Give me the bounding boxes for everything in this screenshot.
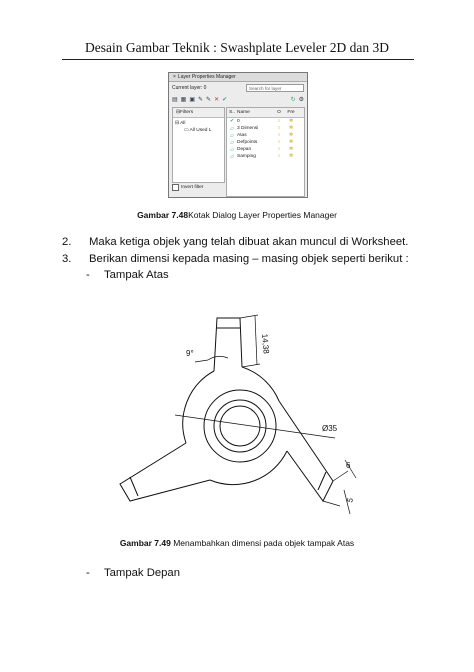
depth-dim-label: 5: [345, 496, 356, 504]
invert-filter-option[interactable]: Invert filter: [172, 184, 203, 191]
layer-row[interactable]: ▱ Atas ♀ ✲: [227, 132, 304, 139]
current-layer-label: Current layer: 0: [172, 85, 207, 91]
arm-top: [214, 318, 242, 371]
bulb-icon: ♀: [277, 154, 281, 159]
new-vp-layer-icon[interactable]: ✎: [206, 97, 212, 103]
sub-item-text: Tampak Depan: [104, 567, 180, 579]
new-layer-icon[interactable]: ✎: [198, 97, 204, 103]
list-number: 2.: [62, 236, 72, 248]
bore-inner-circle: [220, 406, 260, 446]
layer-search-input[interactable]: Search for layer: [246, 84, 304, 92]
refresh-icon[interactable]: ↻: [290, 97, 296, 103]
length-dim-line: [255, 316, 257, 365]
length-dim-label: 14,38: [260, 333, 271, 355]
bulb-icon: ♀: [277, 133, 281, 138]
bulb-icon: ♀: [277, 126, 281, 131]
layer-row[interactable]: ▱ Samping ♀ ✲: [227, 153, 304, 160]
bore-outer-circle: [214, 400, 266, 452]
sun-icon: ✲: [288, 126, 294, 131]
sun-icon: ✲: [288, 140, 294, 145]
layer-list-header: S.. Name O Fre: [227, 108, 304, 118]
list-item-text: Maka ketiga objek yang telah dibuat akan muncul di Worksheet.: [89, 236, 409, 248]
page-header: Desain Gambar Teknik : Swashplate Leveler 2D dan 3D: [85, 40, 389, 55]
sub-bullet: -: [86, 269, 90, 281]
top-view-drawing: [90, 288, 390, 528]
bulb-icon: ♀: [277, 140, 281, 145]
invert-filter-checkbox[interactable]: [172, 184, 179, 191]
filter-tree-pane: [172, 107, 225, 183]
sun-icon: ✲: [288, 133, 294, 138]
sun-icon: ✲: [288, 154, 294, 159]
state-manager-icon[interactable]: ▣: [189, 97, 196, 103]
dialog-titlebar: [169, 73, 307, 82]
bulb-icon: ♀: [277, 119, 281, 124]
tree-item-all-used[interactable]: ▭ All Used L: [184, 128, 212, 133]
tree-item-all[interactable]: ⊟ All: [175, 121, 186, 126]
sun-icon: ✲: [288, 119, 294, 124]
hub-outline: [183, 367, 287, 485]
diameter-dim-label: Ø35: [322, 424, 338, 433]
filters-header: ⊟ Filters: [173, 108, 224, 118]
sub-bullet: -: [86, 567, 90, 579]
layer-row[interactable]: ✔ 0 ♀ ✲: [227, 118, 304, 125]
figure-caption-1: Gambar 7.48Kotak Dialog Layer Properties Manager: [137, 210, 337, 220]
header-rule: [62, 59, 414, 60]
width-dim-label: 6: [346, 461, 351, 470]
group-filter-icon[interactable]: ▦: [180, 97, 187, 103]
angle-dim-arc: [208, 356, 228, 360]
layer-list-pane: [226, 107, 305, 197]
angle-dim-label: 9°: [186, 349, 194, 358]
list-number: 3.: [62, 253, 72, 265]
arm-left: [120, 443, 210, 501]
close-icon[interactable]: ×: [173, 74, 176, 80]
delete-layer-icon[interactable]: ✕: [214, 97, 220, 103]
layer-properties-dialog: [168, 72, 308, 198]
layer-row[interactable]: ▱ Depan ♀ ✲: [227, 146, 304, 153]
arm-right: [279, 401, 333, 501]
new-filter-icon[interactable]: ▤: [172, 97, 178, 103]
figure-caption-2: Gambar 7.49 Menambahkan dimensi pada objek tampak Atas: [119, 538, 355, 548]
layer-row[interactable]: ▱ 3 Dimensi ♀ ✲: [227, 125, 304, 132]
bulb-icon: ♀: [277, 147, 281, 152]
dialog-toolbar: [172, 95, 304, 104]
layer-row[interactable]: ▱ Defpoints ♀ ✲: [227, 139, 304, 146]
sun-icon: ✲: [288, 147, 294, 152]
inner-circle: [204, 390, 276, 462]
diameter-leader: [175, 415, 335, 438]
list-item-text: Berikan dimensi kepada masing – masing objek seperti berikut :: [89, 253, 409, 265]
set-current-icon[interactable]: ✔: [222, 97, 228, 103]
sub-item-text: Tampak Atas: [104, 269, 169, 281]
dialog-title: Layer Properties Manager: [177, 74, 236, 80]
settings-icon[interactable]: ⚙: [298, 97, 304, 103]
